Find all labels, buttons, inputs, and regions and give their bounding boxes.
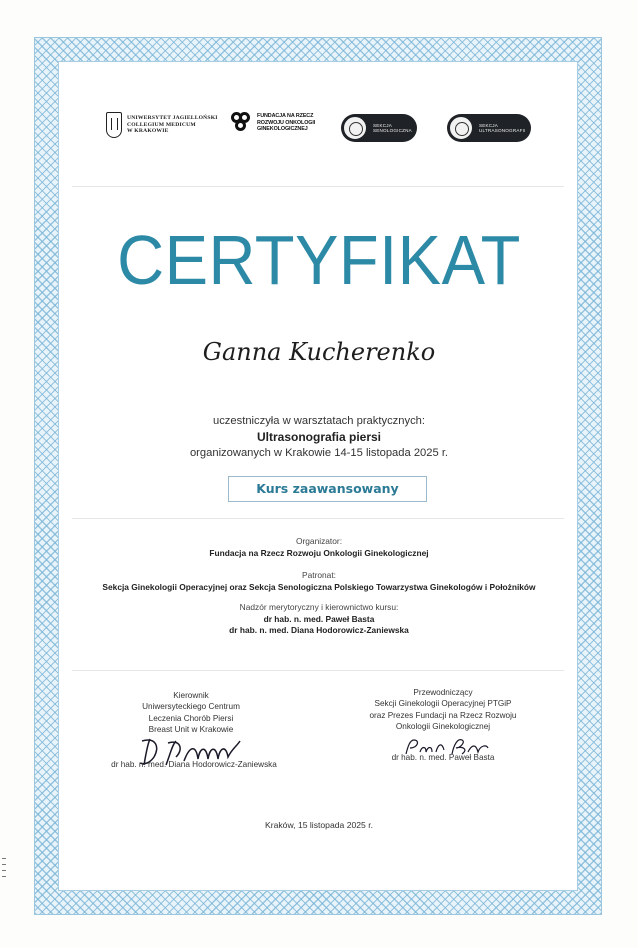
signatory-left-name: dr hab. n. med. Diana Hodorowicz-Zaniewska	[111, 760, 277, 769]
logo-row	[0, 108, 638, 150]
signatory-title-line: Przewodniczący	[413, 688, 473, 697]
supervision-block	[0, 602, 638, 637]
participation-block	[0, 413, 638, 461]
ultrasound-logo-line: SEKCJA	[479, 122, 499, 128]
course-name: Ultrasonografia piersi	[256, 430, 382, 444]
signatory-left-title	[86, 690, 296, 736]
signatory-title-line: Breast Unit w Krakowie	[148, 725, 234, 735]
foundation-logo-line: FUNDACJA NA RZECZ	[257, 113, 314, 120]
signatory-title-line: Sekcji Ginekologii Operacyjnej PTGiP	[374, 699, 512, 709]
ptgip-seal-icon	[448, 115, 474, 141]
signatory-title-line: Onkologii Ginekologicznej	[395, 722, 491, 732]
signatory-right-title	[338, 687, 548, 733]
supervisor-name: dr hab. n. med. Paweł Basta	[263, 613, 375, 624]
signatory-title-line: oraz Prezes Fundacji na Rzecz Rozwoju	[369, 710, 517, 720]
senology-logo-line: SEKCJA	[373, 122, 393, 128]
certificate-title: CERTYFIKAT	[117, 221, 521, 299]
participation-text: uczestniczyła w warsztatach praktycznych:	[212, 415, 426, 427]
ribbon-knot-icon	[231, 112, 253, 134]
uj-logo	[106, 112, 218, 138]
scan-margin-marks	[2, 858, 8, 888]
uj-logo-line: UNIWERSYTET JAGIELLOŃSKI	[127, 115, 218, 122]
organizer-block	[0, 536, 638, 559]
signatory-title-line: Uniwersyteckiego Centrum	[142, 702, 240, 712]
issue-place-date: Kraków, 15 listopada 2025 r.	[265, 820, 373, 830]
ultrasound-section-logo	[447, 114, 531, 142]
ultrasound-logo-line: ULTRASONOGRAFII	[479, 128, 526, 133]
divider-bottom	[72, 670, 564, 671]
signatory-right-name: dr hab. n. med. Paweł Basta	[391, 753, 495, 762]
uj-logo-line: W KRAKOWIE	[127, 128, 169, 135]
course-level-badge: Kurs zaawansowany	[228, 476, 427, 502]
senology-logo-line: SENOLOGICZNA	[373, 128, 412, 133]
course-date-place: organizowanych w Krakowie 14-15 listopada 2025 r.	[189, 447, 449, 459]
signatory-title-line: Leczenia Chorób Piersi	[148, 713, 234, 723]
organizer-value: Fundacja na Rzecz Rozwoju Onkologii Ginekologicznej	[209, 547, 429, 558]
signatory-title-line: Kierownik	[173, 691, 209, 700]
patronage-label: Patronat:	[302, 570, 336, 580]
supervisor-name: dr hab. n. med. Diana Hodorowicz-Zaniewska	[229, 625, 409, 635]
divider-middle	[72, 518, 564, 519]
organizer-label: Organizator:	[295, 536, 343, 546]
uj-logo-line: COLLEGIUM MEDICUM	[127, 121, 196, 128]
recipient-name: Ganna Kucherenko	[202, 338, 436, 366]
ptgip-seal-icon	[342, 115, 368, 141]
foundation-logo-line: GINEKOLOGICZNEJ	[257, 126, 308, 133]
supervision-label: Nadzór merytoryczny i kierownictwo kursu:	[239, 602, 399, 612]
foundation-logo-line: ROZWOJU ONKOLOGII	[257, 119, 316, 126]
foundation-logo	[231, 112, 315, 134]
patronage-block	[0, 570, 638, 593]
senology-section-logo	[341, 114, 417, 142]
divider-top	[72, 186, 564, 187]
patronage-value: Sekcja Ginekologii Operacyjnej oraz Sekcja Senologiczna Polskiego Towarzystwa Ginekologów i Położników	[102, 581, 536, 592]
uj-crest-icon	[106, 112, 122, 138]
